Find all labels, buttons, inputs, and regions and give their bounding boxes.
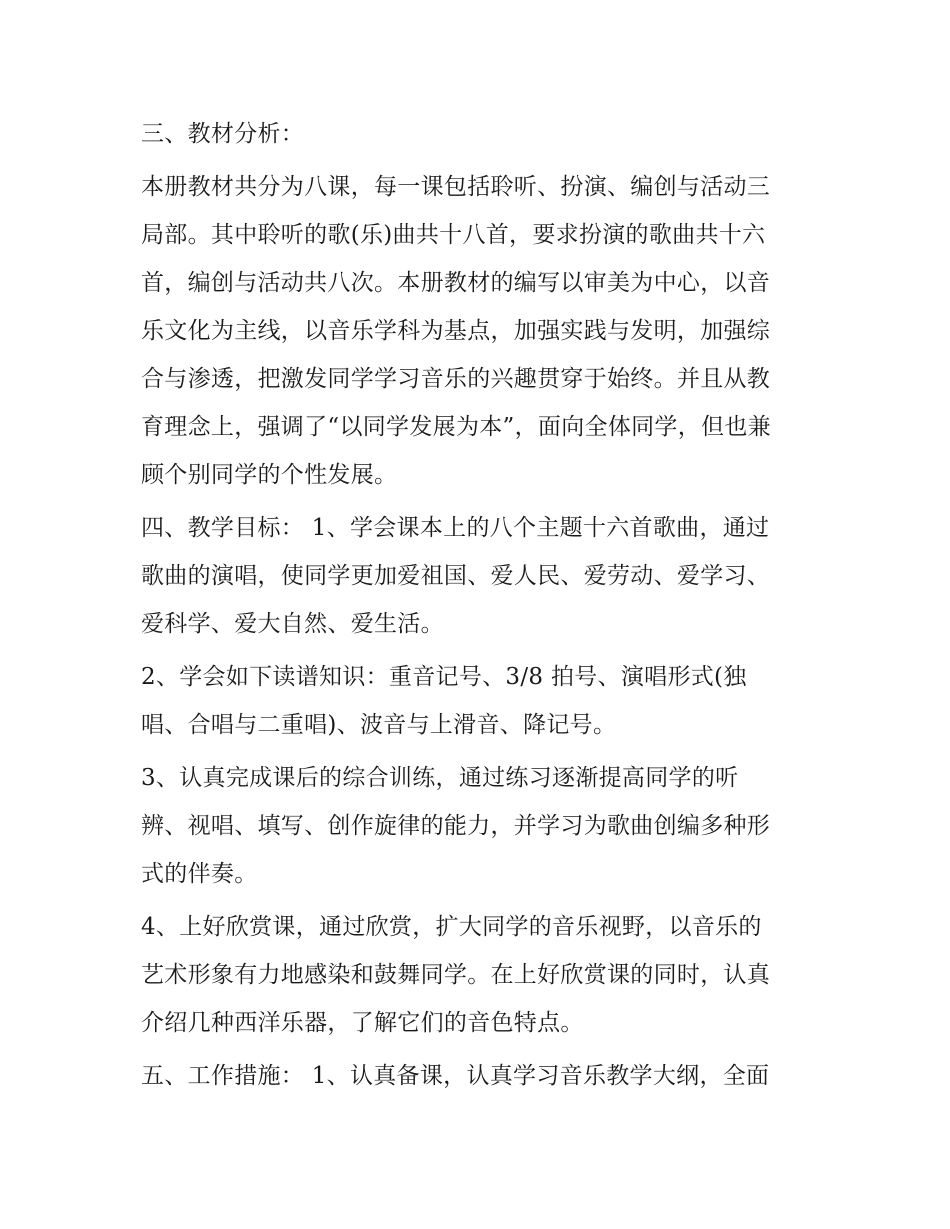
text-line: 3、认真完成课后的综合训练，通过练习逐渐提高同学的听 [141,765,739,791]
text-line: 4、上好欣赏课，通过欣赏，扩大同学的音乐视野，以音乐的 [141,914,762,940]
text-line: 歌曲的演唱，使同学更加爱祖国、爱人民、爱劳动、爱学习、 [141,563,771,589]
text-line: 辨、视唱、填写、创作旋律的能力，并学习为歌曲创编多种形 [141,813,771,839]
text-line: 乐文化为主线，以音乐学科为基点，加强实践与发明，加强综 [141,318,771,344]
text-line: 首，编创与活动共八次。本册教材的编写以审美为中心，以音 [141,270,771,296]
paragraph-teaching-goals-3 [141,754,821,898]
text-line: 2、学会如下读谱知识：重音记号、3/8 拍号、演唱形式(独 [141,664,747,690]
text-line: 五、工作措施： 1、认真备课，认真学习音乐教学大纲，全面 [141,1063,770,1089]
text-line: 介绍几种西洋乐器，了解它们的音色特点。 [141,1010,584,1036]
document-body [141,110,821,1100]
text-line: 局部。其中聆听的歌(乐)曲共十八首，要求扮演的歌曲共十六 [141,222,766,248]
paragraph-teaching-goals-2 [141,653,821,749]
text-line: 合与渗透，把激发同学学习音乐的兴趣贯穿于始终。并且从教 [141,366,771,392]
text-line: 艺术形象有力地感染和鼓舞同学。在上好欣赏课的同时，认真 [141,962,771,988]
paragraph-textbook-analysis [141,163,821,499]
text-line: 式的伴奏。 [141,861,258,887]
text-line: 爱科学、爱大自然、爱生活。 [141,611,444,637]
text-line: 四、教学目标： 1、学会课本上的八个主题十六首歌曲，通过 [141,515,770,541]
text-line: 三、教材分析： [141,121,305,147]
paragraph-section-3-heading [141,110,821,158]
text-line: 顾个别同学的个性发展。 [141,462,398,488]
paragraph-work-measures [141,1052,821,1100]
text-line: 唱、合唱与二重唱)、波音与上滑音、降记号。 [141,712,617,738]
paragraph-teaching-goals-4 [141,903,821,1047]
paragraph-teaching-goals-1 [141,504,821,648]
text-line: 育理念上，强调了“以同学发展为本”，面向全体同学，但也兼 [141,414,771,440]
text-line: 本册教材共分为八课，每一课包括聆听、扮演、编创与活动三 [141,174,771,200]
